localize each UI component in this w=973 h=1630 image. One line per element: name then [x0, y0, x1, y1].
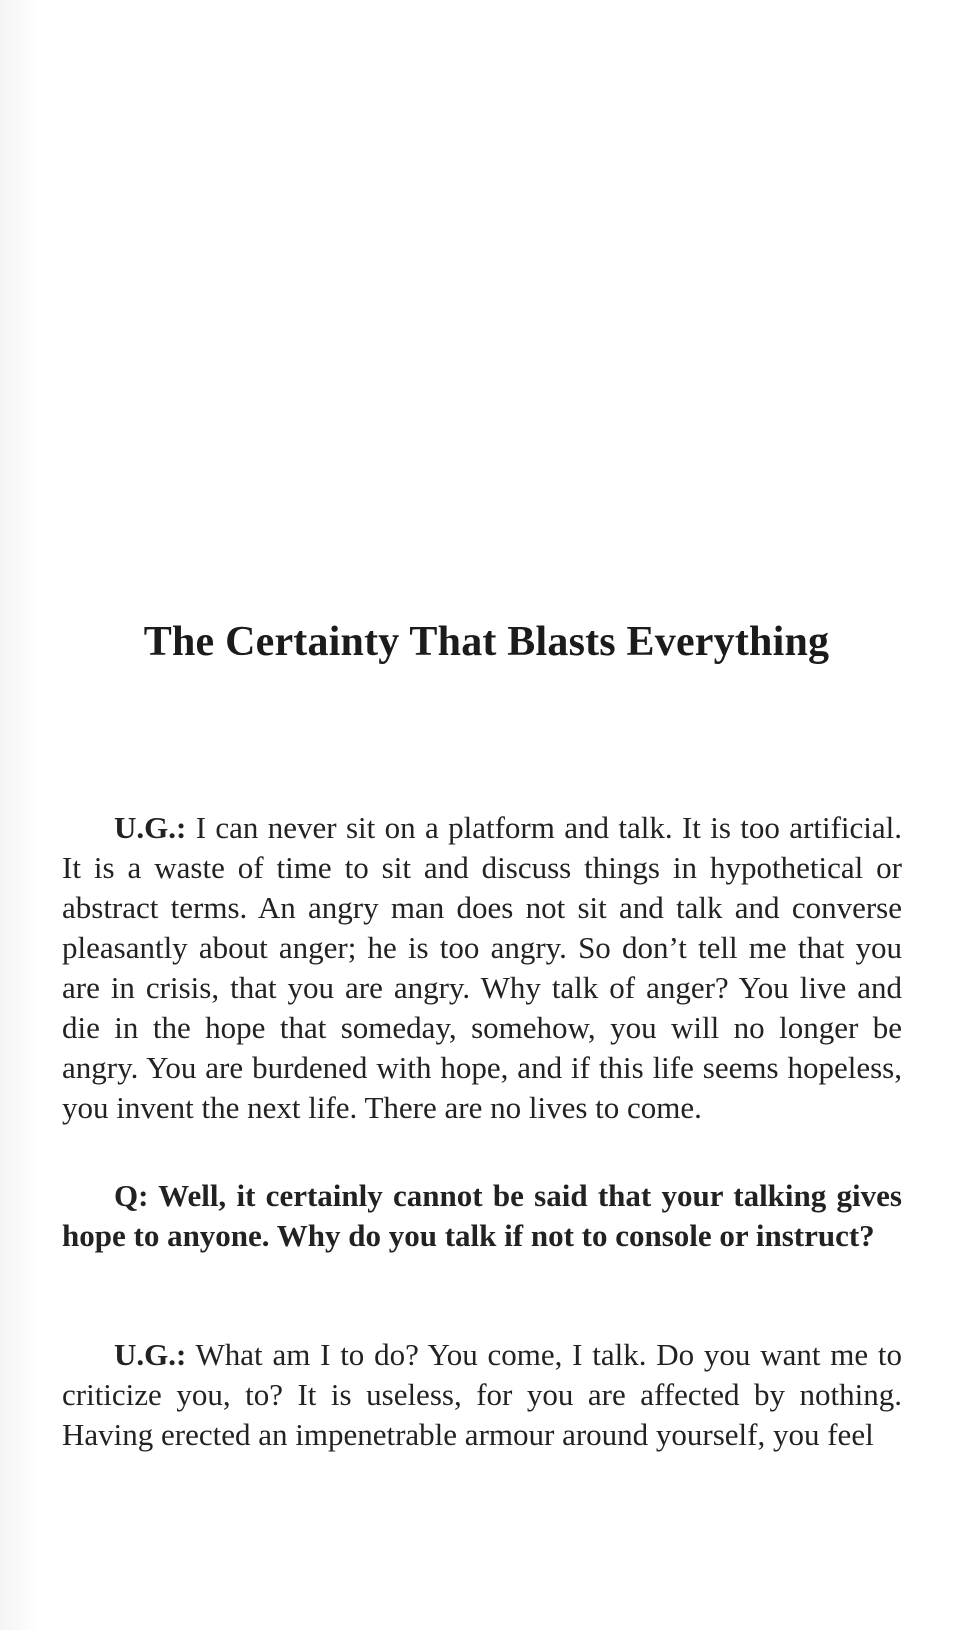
paragraph-ug-1 [62, 808, 902, 1128]
question-text: Q: Well, it certainly cannot be said that your talking gives hope to anyone. Why do you talk if not to console or instruct? [62, 1178, 902, 1253]
speaker-label: U.G.: [114, 1337, 187, 1372]
paragraph-ug-2 [62, 1335, 902, 1455]
paragraph-question [62, 1176, 902, 1256]
paragraph-text: I can never sit on a platform and talk. It is too artificial. It is a waste of time to sit and discuss things in hypothetical or abstract terms. An angry man does not sit and talk and converse pleasantly about anger; he is too angry. So don’t tell me that you are in crisis, that you are angry. Why talk of anger? You live and die in the hope that someday, somehow, you will no longer be angry. You are burdened with hope, and if this life seems hopeless, you invent the next life. There are no lives to come. [62, 810, 902, 1125]
chapter-title: The Certainty That Blasts Everything [143, 619, 830, 665]
speaker-label: U.G.: [114, 810, 187, 845]
paragraph-text: What am I to do? You come, I talk. Do you want me to criticize you, to? It is useless, for you are affected by nothing. Having erected an impenetrable armour around yourself, you feel [62, 1337, 902, 1452]
